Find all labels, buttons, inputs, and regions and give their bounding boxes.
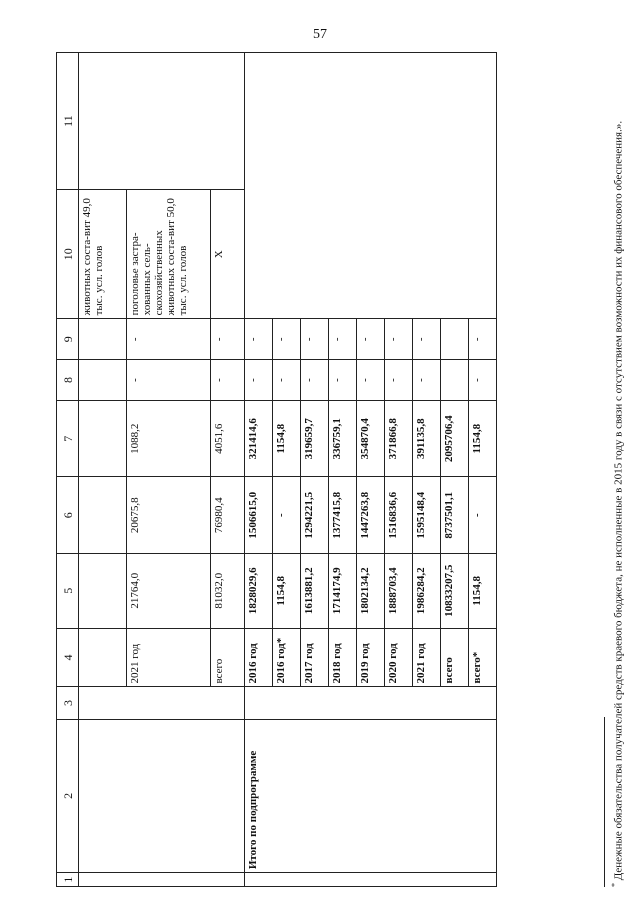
value-cell: 1613881,2 — [301, 553, 329, 628]
table-cell: поголовье застра-хованных сель-скохозяйственных животных соста-вит 50,0 тыс. усл. голов — [127, 190, 211, 319]
value-cell: 319659,7 — [301, 400, 329, 477]
year-cell: 2016 год* — [273, 628, 301, 687]
value-cell: - — [357, 319, 385, 360]
value-cell: - — [245, 319, 273, 360]
year-cell: 2019 год — [357, 628, 385, 687]
header-cell: 8 — [57, 360, 79, 401]
rotated-page-content — [56, 52, 625, 887]
value-cell: 81032,0 — [211, 553, 245, 628]
footnote — [604, 67, 626, 887]
value-cell: - — [469, 477, 497, 554]
header-cell: 2 — [57, 719, 79, 873]
value-cell: - — [385, 360, 413, 401]
header-cell: 6 — [57, 477, 79, 554]
header-cell: 9 — [57, 319, 79, 360]
value-cell: 321414,6 — [245, 400, 273, 477]
table-cell — [79, 687, 245, 719]
value-cell: 1802134,2 — [357, 553, 385, 628]
value-cell: 4051,6 — [211, 400, 245, 477]
year-cell: 2021 год — [127, 628, 211, 687]
value-cell: 1377415,8 — [329, 477, 357, 554]
table-cell — [79, 400, 127, 477]
subtotal-label: Итого по подпрограмме — [245, 719, 497, 873]
value-cell: 10833207,5 — [441, 553, 469, 628]
value-cell: - — [385, 319, 413, 360]
table-cell — [79, 719, 245, 873]
value-cell: 1516836,6 — [385, 477, 413, 554]
value-cell: - — [329, 360, 357, 401]
value-cell: - — [329, 319, 357, 360]
table-cell — [245, 53, 497, 319]
value-cell: 1294221,5 — [301, 477, 329, 554]
value-cell — [441, 319, 469, 360]
header-cell: 5 — [57, 553, 79, 628]
value-cell: - — [273, 360, 301, 401]
table-cell — [79, 53, 245, 190]
value-cell: 1986284,2 — [413, 553, 441, 628]
value-cell: - — [413, 319, 441, 360]
value-cell: - — [273, 477, 301, 554]
value-cell: - — [211, 360, 245, 401]
header-cell: 11 — [57, 53, 79, 190]
value-cell: 1088,2 — [127, 400, 211, 477]
value-cell: - — [127, 319, 211, 360]
value-cell: 1714174,9 — [329, 553, 357, 628]
value-cell: 20675,8 — [127, 477, 211, 554]
value-cell: - — [413, 360, 441, 401]
value-cell: - — [357, 360, 385, 401]
year-cell: 2016 год — [245, 628, 273, 687]
year-cell: 2017 год — [301, 628, 329, 687]
value-cell: 1154,8 — [273, 553, 301, 628]
header-row — [57, 53, 79, 887]
value-cell: 1506615,0 — [245, 477, 273, 554]
value-cell: 2095706,4 — [441, 400, 469, 477]
table-cell: животных соста-вит 49,0 тыс. усл. голов — [79, 190, 127, 319]
value-cell: - — [469, 360, 497, 401]
header-cell: 4 — [57, 628, 79, 687]
value-cell: 354870,4 — [357, 400, 385, 477]
table-cell — [245, 687, 497, 719]
table-cell — [79, 873, 245, 887]
value-cell: - — [127, 360, 211, 401]
value-cell: 1154,8 — [273, 400, 301, 477]
value-cell: 391135,8 — [413, 400, 441, 477]
footnote-marker: * — [610, 883, 619, 887]
header-cell: 3 — [57, 687, 79, 719]
header-cell: 7 — [57, 400, 79, 477]
table-cell: X — [211, 190, 245, 319]
value-cell: 76980,4 — [211, 477, 245, 554]
year-cell: 2018 год — [329, 628, 357, 687]
value-cell: 371866,8 — [385, 400, 413, 477]
year-cell: всего — [211, 628, 245, 687]
table-row — [245, 53, 273, 887]
table-cell — [79, 628, 127, 687]
footnote-text: Денежные обязательства получателей средств краевого бюджета, не исполненные в 2015 году в связи с отсутствием возможности их финансового обеспечения.». — [612, 120, 625, 881]
table-cell — [245, 873, 497, 887]
value-cell: - — [245, 360, 273, 401]
value-cell: 1154,8 — [469, 553, 497, 628]
value-cell: - — [273, 319, 301, 360]
value-cell: 1447263,8 — [357, 477, 385, 554]
table-cell — [79, 319, 127, 360]
value-cell: - — [469, 319, 497, 360]
table-cell — [79, 477, 127, 554]
table-cell — [79, 360, 127, 401]
value-cell: 1154,8 — [469, 400, 497, 477]
page-number: 57 — [313, 27, 327, 42]
table-row — [79, 53, 127, 887]
table-cell — [79, 553, 127, 628]
value-cell: 8737501,1 — [441, 477, 469, 554]
value-cell: 21764,0 — [127, 553, 211, 628]
value-cell — [441, 360, 469, 401]
value-cell: - — [301, 319, 329, 360]
year-cell: 2021 год — [413, 628, 441, 687]
value-cell: 1828029,6 — [245, 553, 273, 628]
year-cell: всего* — [469, 628, 497, 687]
year-cell: 2020 год — [385, 628, 413, 687]
header-cell: 1 — [57, 873, 79, 887]
value-cell: 1888703,4 — [385, 553, 413, 628]
header-cell: 10 — [57, 190, 79, 319]
value-cell: 336759,1 — [329, 400, 357, 477]
value-cell: - — [301, 360, 329, 401]
value-cell: 1595148,4 — [413, 477, 441, 554]
year-cell: всего — [441, 628, 469, 687]
budget-table — [56, 52, 497, 887]
value-cell: - — [211, 319, 245, 360]
footnote-divider — [604, 717, 605, 887]
